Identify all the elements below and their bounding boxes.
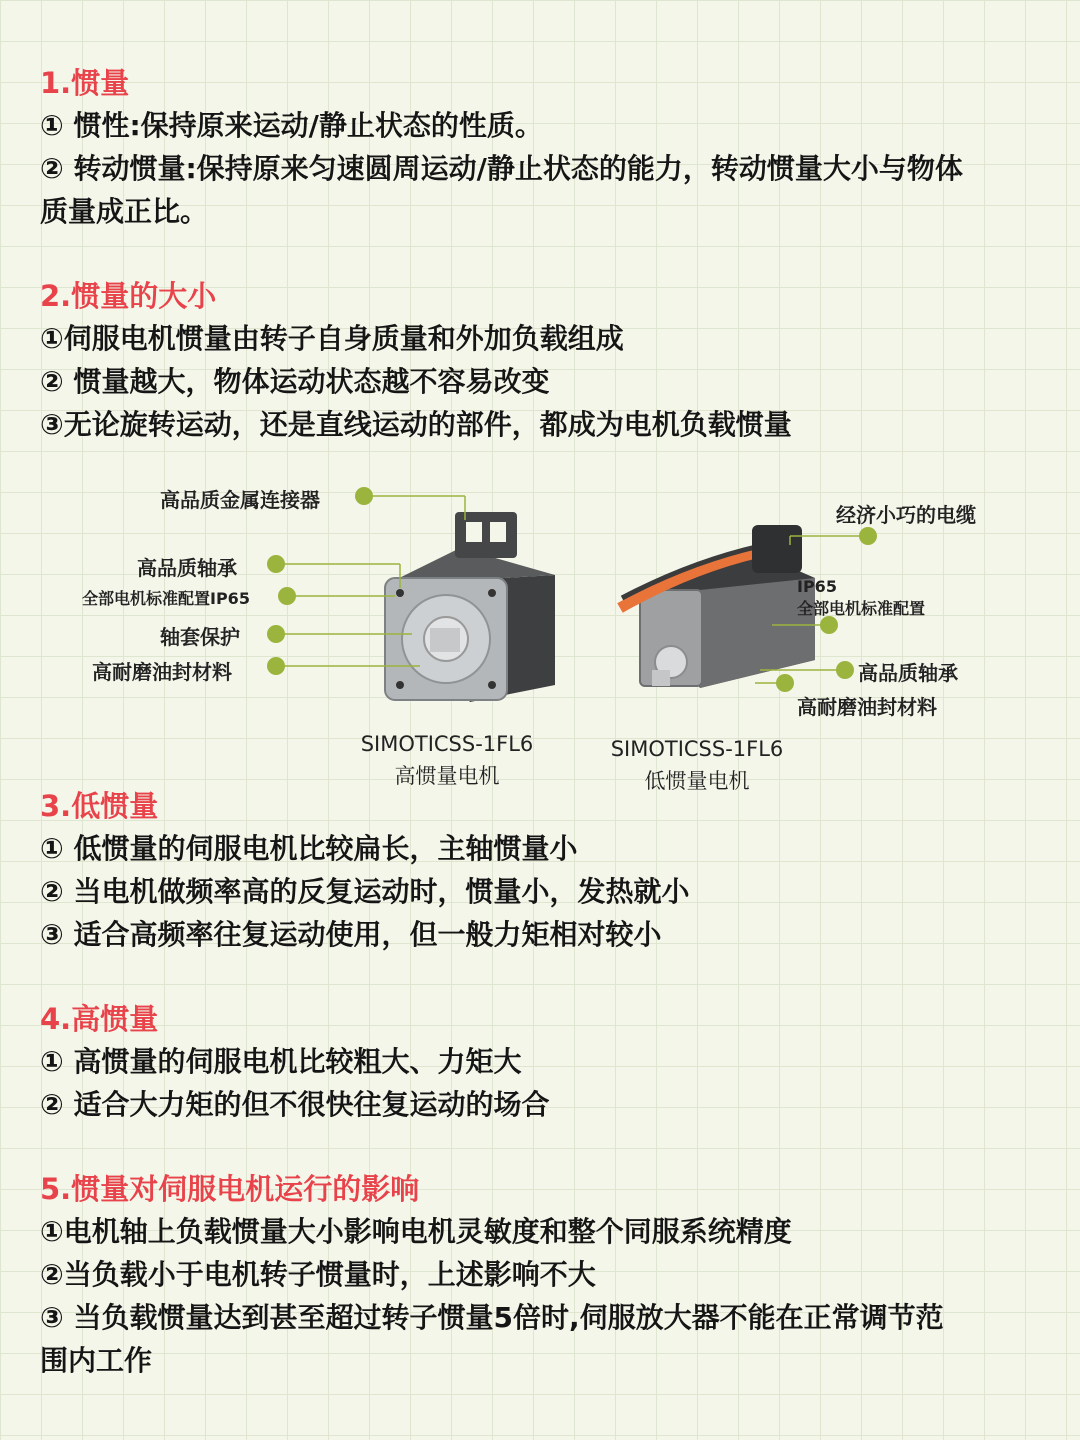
text-line: ③ 当负载惯量达到甚至超过转子惯量5倍时,伺服放大器不能在正常调节范 — [40, 1301, 944, 1334]
caption-model: SIMOTICSS-1FL6 — [360, 732, 534, 756]
section-low-inertia — [40, 785, 1050, 956]
text-line: ② 当电机做频率高的反复运动时，惯量小，发热就小 — [40, 875, 690, 908]
text-line: 围内工作 — [40, 1344, 153, 1377]
callout-ip65: 全部电机标准配置IP65 — [82, 589, 250, 608]
callout-oil-seal-right: 高耐磨油封材料 — [797, 695, 937, 719]
text-line: 质量成正比。 — [40, 195, 209, 228]
callout-bearing: 高品质轴承 — [137, 556, 237, 580]
text-line: ③无论旋转运动，还是直线运动的部件，都成为电机负载惯量 — [40, 408, 792, 441]
text-line: ①电机轴上负载惯量大小影响电机灵敏度和整个同服系统精度 — [40, 1215, 792, 1248]
text-line: ①伺服电机惯量由转子自身质量和外加负载组成 — [40, 322, 624, 355]
caption-type: 高惯量电机 — [394, 764, 500, 788]
callout-metal-connector: 高品质金属连接器 — [160, 488, 320, 512]
section-inertia — [40, 62, 1050, 233]
text-line: ②当负载小于电机转子惯量时，上述影响不大 — [40, 1258, 596, 1291]
caption-high-inertia — [337, 728, 557, 792]
section-title: 5.惯量对伺服电机运行的影响 — [40, 1172, 420, 1206]
callout-ip65-top: IP65 — [797, 577, 837, 596]
high-inertia-motor-image — [385, 512, 555, 702]
callout-cable: 经济小巧的电缆 — [836, 503, 976, 527]
callout-bearing-right: 高品质轴承 — [858, 661, 958, 685]
motor-diagram — [0, 470, 1080, 800]
text-line: ① 惯性:保持原来运动/静止状态的性质。 — [40, 109, 543, 142]
text-line: ① 低惯量的伺服电机比较扁长，主轴惯量小 — [40, 832, 578, 865]
text-line: ② 惯量越大，物体运动状态越不容易改变 — [40, 365, 550, 398]
text-line: ② 适合大力矩的但不很快往复运动的场合 — [40, 1088, 550, 1121]
text-line: ① 高惯量的伺服电机比较粗大、力矩大 — [40, 1045, 522, 1078]
section-title: 4.高惯量 — [40, 1002, 159, 1036]
caption-model: SIMOTICSS-1FL6 — [610, 737, 784, 761]
section-inertia-size — [40, 275, 1050, 446]
section-inertia-impact — [40, 1168, 1050, 1382]
callout-oil-seal: 高耐磨油封材料 — [92, 660, 232, 684]
text-line: ③ 适合高频率往复运动使用，但一般力矩相对较小 — [40, 918, 662, 951]
caption-type: 低惯量电机 — [644, 769, 750, 793]
text-line: ② 转动惯量:保持原来匀速圆周运动/静止状态的能力，转动惯量大小与物体 — [40, 152, 963, 185]
section-title: 1.惯量 — [40, 66, 130, 100]
low-inertia-motor-image — [620, 525, 815, 688]
section-title: 2.惯量的大小 — [40, 279, 217, 313]
callout-sleeve: 轴套保护 — [160, 625, 240, 649]
callout-ip65-bottom: 全部电机标准配置 — [797, 599, 926, 618]
section-high-inertia — [40, 998, 1050, 1126]
section-title: 3.低惯量 — [40, 789, 159, 823]
